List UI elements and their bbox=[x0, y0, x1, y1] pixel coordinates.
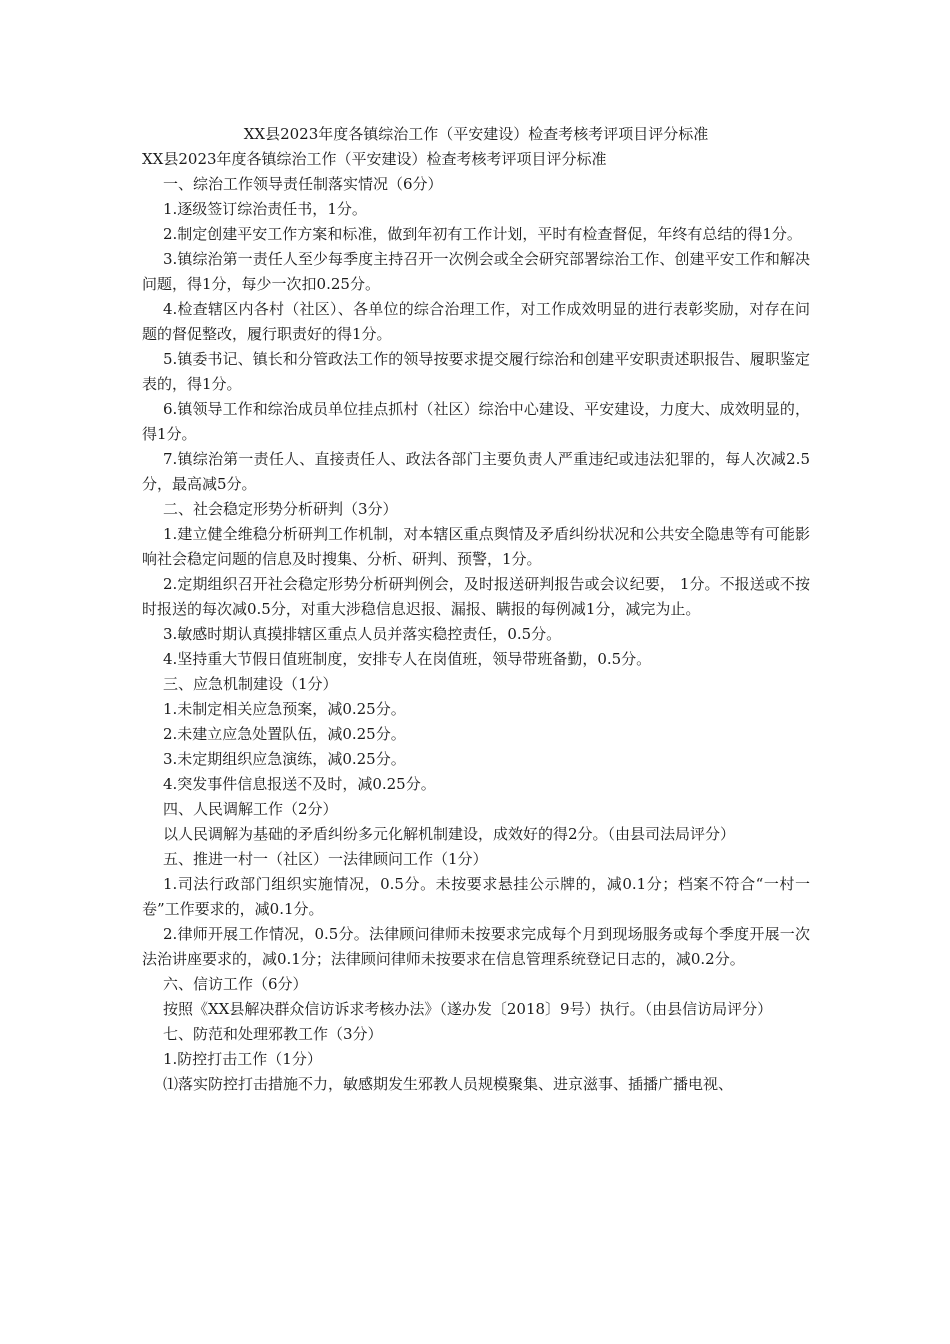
section-item: 3.敏感时期认真摸排辖区重点人员并落实稳控责任，0.5分。 bbox=[163, 625, 562, 643]
section-heading: 六、信访工作（6分） bbox=[163, 975, 308, 993]
section-heading: 五、推进一村一（社区）一法律顾问工作（1分） bbox=[163, 850, 488, 868]
document-title: XX县2023年度各镇综治工作（平安建设）检查考核考评项目评分标准 bbox=[243, 125, 709, 143]
section-item: 2.未建立应急处置队伍，减0.25分。 bbox=[163, 725, 406, 743]
section-heading: 三、应急机制建设（1分） bbox=[163, 675, 338, 693]
section-item: 以人民调解为基础的矛盾纠纷多元化解机制建设，成效好的得2分。（由县司法局评分） bbox=[163, 825, 736, 843]
section-item: 6.镇领导工作和综治成员单位挂点抓村（社区）综治中心建设、平安建设，力度大、成效明显的，得1分。 bbox=[142, 400, 810, 443]
section-item: 4.检查辖区内各村（社区）、各单位的综合治理工作，对工作成效明显的进行表彰奖励，对存在问题的督促整改，履行职责好的得1分。 bbox=[142, 300, 810, 343]
section-item: 1.防控打击工作（1分） bbox=[163, 1050, 322, 1068]
section-item: 1.司法行政部门组织实施情况，0.5分。未按要求悬挂公示牌的，减0.1分；档案不符合“一村一卷”工作要求的，减0.1分。 bbox=[142, 875, 810, 918]
section-item: 按照《XX县解决群众信访诉求考核办法》（遂办发〔2018〕9号）执行。（由县信访局评分） bbox=[163, 1000, 773, 1018]
section-item: 1.逐级签订综治责任书，1分。 bbox=[163, 200, 367, 218]
section-item: 4.突发事件信息报送不及时，减0.25分。 bbox=[163, 775, 436, 793]
section-item: 1.建立健全维稳分析研判工作机制，对本辖区重点舆情及矛盾纠纷状况和公共安全隐患等有可能影响社会稳定问题的信息及时搜集、分析、研判、预警，1分。 bbox=[142, 525, 810, 568]
document-page bbox=[142, 122, 810, 1097]
section-item: 7.镇综治第一责任人、直接责任人、政法各部门主要负责人严重违纪或违法犯罪的，每人次减2.5分，最高减5分。 bbox=[142, 450, 810, 493]
section-item: 2.定期组织召开社会稳定形势分析研判例会，及时报送研判报告或会议纪要， 1分。不报送或不按时报送的每次减0.5分，对重大涉稳信息迟报、漏报、瞒报的每例减1分，减完为止。 bbox=[142, 575, 810, 618]
section-heading: 七、防范和处理邪教工作（3分） bbox=[163, 1025, 383, 1043]
section-item: 1.未制定相关应急预案，减0.25分。 bbox=[163, 700, 406, 718]
section-heading: 二、社会稳定形势分析研判（3分） bbox=[163, 500, 398, 518]
section-heading: 四、人民调解工作（2分） bbox=[163, 800, 338, 818]
section-item: 3.未定期组织应急演练，减0.25分。 bbox=[163, 750, 406, 768]
section-item: 5.镇委书记、镇长和分管政法工作的领导按要求提交履行综治和创建平安职责述职报告、履职鉴定表的，得1分。 bbox=[142, 350, 810, 393]
section-heading: 一、综治工作领导责任制落实情况（6分） bbox=[163, 175, 443, 193]
section-item: 2.律师开展工作情况，0.5分。法律顾问律师未按要求完成每个月到现场服务或每个季度开展一次法治讲座要求的，减0.1分；法律顾问律师未按要求在信息管理系统登记日志的，减0.2分。 bbox=[142, 925, 810, 968]
section-item: ⑴落实防控打击措施不力，敏感期发生邪教人员规模聚集、进京滋事、插播广播电视、 bbox=[163, 1075, 734, 1093]
section-item: 4.坚持重大节假日值班制度，安排专人在岗值班，领导带班备勤，0.5分。 bbox=[163, 650, 652, 668]
section-item: 3.镇综治第一责任人至少每季度主持召开一次例会或全会研究部署综治工作、创建平安工作和解决问题，得1分，每少一次扣0.25分。 bbox=[142, 250, 810, 293]
document-subtitle: XX县2023年度各镇综治工作（平安建设）检查考核考评项目评分标准 bbox=[142, 150, 607, 168]
section-item: 2.制定创建平安工作方案和标准，做到年初有工作计划，平时有检查督促，年终有总结的得1分。 bbox=[163, 225, 802, 243]
